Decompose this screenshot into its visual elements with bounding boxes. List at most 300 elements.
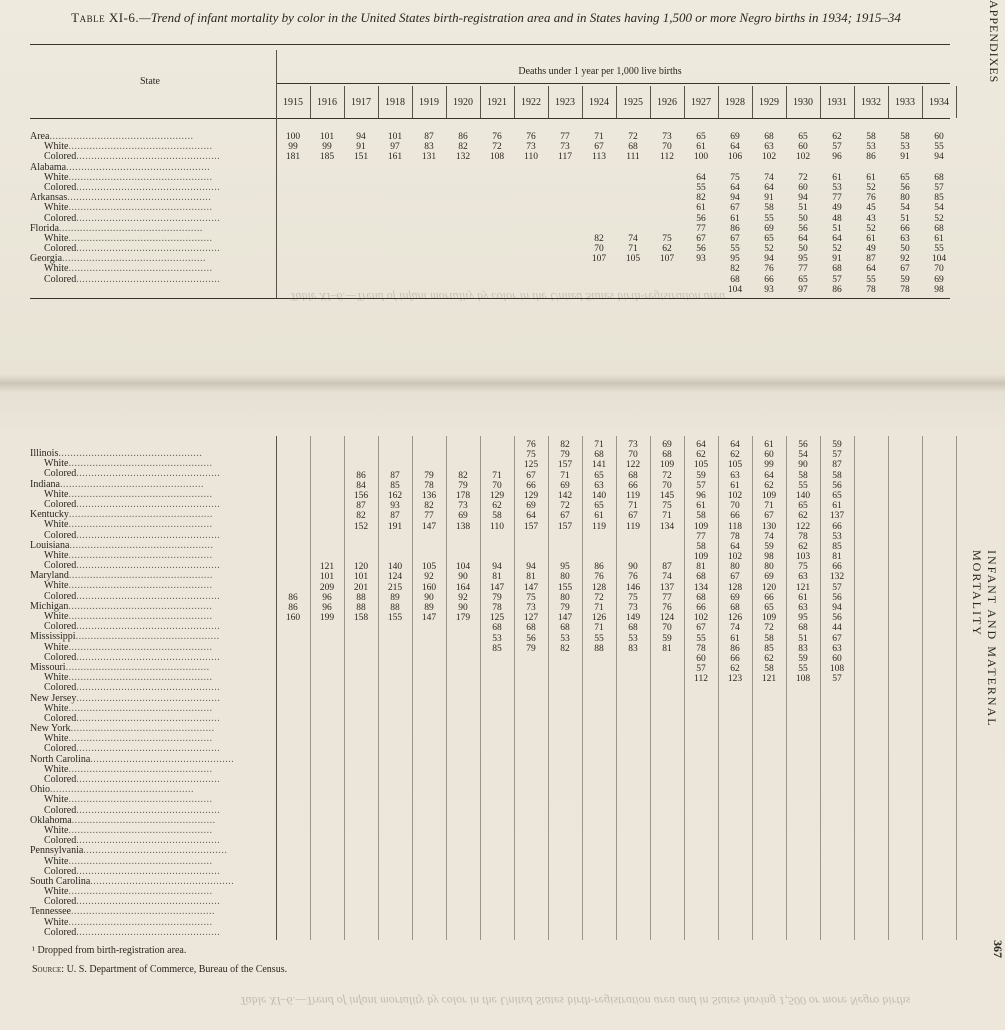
year-divider bbox=[412, 86, 413, 118]
table-cell: 108 bbox=[795, 674, 811, 685]
data-column bbox=[516, 132, 546, 163]
table-cell: 97 bbox=[798, 284, 808, 295]
row-label: South Carolina................................................ bbox=[30, 876, 235, 887]
table-cell: 96 bbox=[322, 603, 332, 613]
table-cell: 63 bbox=[798, 572, 808, 583]
table-cell: 113 bbox=[592, 152, 606, 163]
table-cell bbox=[788, 163, 818, 173]
year-divider bbox=[616, 86, 617, 118]
row-label: White................................................ bbox=[44, 703, 213, 714]
row-label: Arkansas................................................ bbox=[30, 193, 212, 204]
row-label: Colored................................................ bbox=[44, 713, 221, 724]
table-cell: 52 bbox=[764, 244, 774, 255]
table-cell: 134 bbox=[659, 521, 675, 532]
table-cell: 147 bbox=[489, 582, 505, 593]
footnote-1: ¹ Dropped from birth-registration area. bbox=[32, 945, 187, 956]
table-cell: 81 bbox=[492, 572, 502, 583]
table-cell bbox=[278, 511, 308, 521]
table-cell: 64 bbox=[696, 440, 706, 450]
table-cell: 58 bbox=[764, 203, 774, 214]
table-cell: 71 bbox=[594, 440, 604, 450]
table-cell: 125 bbox=[489, 613, 505, 624]
column-divider bbox=[650, 436, 651, 940]
table-cell: 77 bbox=[662, 592, 672, 603]
page-fold bbox=[0, 374, 1005, 392]
table-cell: 44 bbox=[832, 623, 842, 634]
column-divider bbox=[378, 436, 379, 940]
table-cell: 59 bbox=[832, 440, 842, 450]
table-cell: 59 bbox=[798, 653, 808, 664]
table-cell: 49 bbox=[832, 203, 842, 214]
table-cell: 59 bbox=[764, 541, 774, 552]
table-cell: 108 bbox=[489, 152, 505, 163]
year-divider bbox=[718, 86, 719, 118]
table-cell: 50 bbox=[798, 213, 808, 224]
table-cell bbox=[414, 440, 444, 450]
year-divider bbox=[378, 86, 379, 118]
table-cell: 65 bbox=[764, 603, 774, 613]
table-cell: 101 bbox=[319, 132, 335, 142]
table-cell: 80 bbox=[730, 562, 740, 573]
table-cell: 54 bbox=[798, 450, 808, 461]
table-cell: 78 bbox=[798, 531, 808, 542]
table-cell bbox=[584, 542, 614, 552]
table-cell: 121 bbox=[795, 582, 811, 593]
table-cell: 94 bbox=[798, 193, 808, 204]
table-cell: 67 bbox=[730, 572, 740, 583]
table-cell: 67 bbox=[832, 633, 842, 644]
stub-divider-lower bbox=[276, 436, 277, 940]
table-cell: 50 bbox=[798, 244, 808, 255]
row-label: Colored................................................ bbox=[44, 591, 221, 602]
table-cell: 94 bbox=[832, 603, 842, 613]
table-cell: 112 bbox=[660, 152, 674, 163]
year-header: 1917 bbox=[351, 97, 371, 108]
table-cell bbox=[720, 163, 750, 173]
page-number: 367 bbox=[991, 940, 1005, 958]
table-cell: 72 bbox=[764, 623, 774, 634]
table-cell: 69 bbox=[662, 440, 672, 450]
table-cell: 58 bbox=[798, 470, 808, 481]
row-label: White................................................ bbox=[44, 795, 213, 806]
table-cell: 91 bbox=[764, 193, 774, 204]
row-label: White................................................ bbox=[44, 734, 213, 745]
table-cell: 62 bbox=[662, 244, 672, 255]
row-label: New York................................................ bbox=[30, 724, 215, 735]
table-cell: 79 bbox=[424, 470, 434, 481]
table-cell: 51 bbox=[798, 203, 808, 214]
table-cell: 160 bbox=[285, 613, 301, 624]
table-cell bbox=[278, 501, 308, 511]
table-cell: 82 bbox=[560, 440, 570, 450]
table-cell: 85 bbox=[764, 643, 774, 654]
table-cell: 62 bbox=[798, 511, 808, 522]
table-cell bbox=[312, 471, 342, 481]
table-cell: 80 bbox=[900, 193, 910, 204]
column-divider bbox=[854, 436, 855, 940]
row-label: Area................................................ bbox=[30, 132, 194, 142]
source-label: Source: bbox=[32, 964, 65, 975]
year-header: 1931 bbox=[827, 97, 847, 108]
table-cell: 56 bbox=[696, 213, 706, 224]
table-cell: 134 bbox=[693, 582, 709, 593]
table-cell: 68 bbox=[798, 623, 808, 634]
table-cell: 76 bbox=[526, 440, 536, 450]
table-cell bbox=[686, 163, 716, 173]
table-top-rule bbox=[30, 44, 950, 45]
table-cell: 94 bbox=[764, 254, 774, 265]
year-divider bbox=[684, 86, 685, 118]
table-cell bbox=[346, 450, 376, 460]
column-divider bbox=[310, 436, 311, 940]
table-cell: 92 bbox=[424, 572, 434, 583]
row-label: White................................................ bbox=[44, 172, 213, 183]
table-cell: 68 bbox=[662, 450, 672, 461]
table-cell: 68 bbox=[730, 274, 740, 285]
table-cell: 53 bbox=[628, 633, 638, 644]
table-cell: 61 bbox=[832, 172, 842, 183]
year-divider bbox=[310, 86, 311, 118]
table-cell: 121 bbox=[319, 562, 335, 573]
table-cell bbox=[312, 511, 342, 521]
table-cell: 55 bbox=[934, 142, 944, 153]
column-divider bbox=[446, 436, 447, 940]
table-cell: 65 bbox=[832, 490, 842, 501]
table-cell: 81 bbox=[662, 643, 672, 654]
table-cell: 88 bbox=[356, 592, 366, 603]
table-cell bbox=[278, 562, 308, 572]
table-cell: 76 bbox=[628, 572, 638, 583]
table-cell: 147 bbox=[421, 613, 437, 624]
row-label: Missouri................................................ bbox=[30, 662, 210, 673]
table-cell: 52 bbox=[866, 182, 876, 193]
spanner-rule bbox=[276, 83, 950, 84]
table-cell: 73 bbox=[662, 132, 672, 142]
row-label: Colored................................................ bbox=[44, 499, 221, 510]
table-cell: 87 bbox=[390, 470, 400, 481]
table-cell: 66 bbox=[764, 592, 774, 603]
table-cell: 70 bbox=[934, 264, 944, 275]
table-cell: 72 bbox=[594, 592, 604, 603]
header-bottom-rule bbox=[30, 118, 950, 119]
table-cell: 58 bbox=[764, 664, 774, 675]
table-cell: 79 bbox=[492, 592, 502, 603]
table-cell: 87 bbox=[390, 511, 400, 522]
table-cell: 82 bbox=[594, 234, 604, 244]
table-cell: 68 bbox=[934, 223, 944, 234]
table-cell: 98 bbox=[764, 552, 774, 563]
table-cell: 119 bbox=[592, 521, 606, 532]
data-column bbox=[754, 132, 784, 295]
column-divider bbox=[582, 436, 583, 940]
year-divider bbox=[854, 86, 855, 118]
table-cell: 71 bbox=[560, 470, 570, 481]
table-cell: 72 bbox=[662, 470, 672, 481]
table-cell: 68 bbox=[696, 592, 706, 603]
table-cell bbox=[618, 532, 648, 542]
table-cell: 86 bbox=[832, 284, 842, 295]
table-cell: 71 bbox=[628, 501, 638, 512]
table-cell: 86 bbox=[458, 132, 468, 142]
table-cell bbox=[346, 532, 376, 542]
table-cell: 76 bbox=[492, 132, 502, 142]
table-cell: 125 bbox=[523, 460, 539, 471]
table-title: —Trend of infant mortality by color in the United States birth-registration area and in States having 1,500 or more Negro births in 1934; 1915–34 bbox=[139, 10, 901, 25]
row-label: White................................................ bbox=[44, 887, 213, 898]
data-column bbox=[346, 132, 376, 163]
table-cell: 142 bbox=[557, 490, 573, 501]
table-cell: 76 bbox=[594, 572, 604, 583]
table-cell: 66 bbox=[696, 603, 706, 613]
table-cell: 51 bbox=[832, 223, 842, 234]
table-cell: 56 bbox=[832, 592, 842, 603]
table-cell bbox=[618, 542, 648, 552]
table-cell: 99 bbox=[764, 460, 774, 471]
table-cell: 124 bbox=[659, 613, 675, 624]
table-cell: 80 bbox=[560, 572, 570, 583]
table-cell: 85 bbox=[390, 480, 400, 491]
row-label: White................................................ bbox=[44, 917, 213, 928]
data-column bbox=[822, 440, 852, 685]
table-cell: 96 bbox=[832, 152, 842, 163]
table-cell: 64 bbox=[730, 440, 740, 450]
year-divider bbox=[786, 86, 787, 118]
table-cell: 164 bbox=[455, 582, 471, 593]
table-cell: 66 bbox=[764, 274, 774, 285]
table-cell: 84 bbox=[356, 480, 366, 491]
table-cell: 56 bbox=[526, 633, 536, 644]
table-cell: 149 bbox=[625, 613, 641, 624]
table-cell: 62 bbox=[764, 653, 774, 664]
table-cell: 147 bbox=[557, 613, 573, 624]
table-cell: 68 bbox=[730, 603, 740, 613]
year-header: 1915 bbox=[283, 97, 303, 108]
table-cell: 83 bbox=[628, 643, 638, 654]
year-divider bbox=[446, 86, 447, 118]
year-header: 1928 bbox=[725, 97, 745, 108]
table-cell: 76 bbox=[662, 603, 672, 613]
table-cell: 56 bbox=[696, 244, 706, 255]
row-label: Colored................................................ bbox=[44, 866, 221, 877]
year-header: 1932 bbox=[861, 97, 881, 108]
table-cell: 61 bbox=[730, 633, 740, 644]
row-label: White................................................ bbox=[44, 459, 213, 470]
table-cell: 68 bbox=[526, 623, 536, 634]
row-label: Colored................................................ bbox=[44, 469, 221, 480]
table-cell: 112 bbox=[694, 674, 708, 685]
table-cell: 199 bbox=[319, 613, 335, 624]
table-cell: 74 bbox=[628, 234, 638, 244]
table-cell bbox=[380, 440, 410, 450]
side-header: APPENDIXES bbox=[987, 0, 1001, 84]
table-cell: 70 bbox=[662, 623, 672, 634]
row-label: White................................................ bbox=[44, 520, 213, 531]
table-cell: 69 bbox=[764, 572, 774, 583]
table-cell: 82 bbox=[458, 470, 468, 481]
table-cell: 100 bbox=[285, 132, 301, 142]
table-cell: 55 bbox=[696, 633, 706, 644]
column-divider bbox=[514, 436, 515, 940]
table-cell: 95 bbox=[798, 613, 808, 624]
table-cell: 57 bbox=[696, 480, 706, 491]
year-header: 1919 bbox=[419, 97, 439, 108]
table-cell: 56 bbox=[900, 182, 910, 193]
table-cell: 61 bbox=[696, 501, 706, 512]
year-header: 1923 bbox=[555, 97, 575, 108]
year-divider bbox=[752, 86, 753, 118]
table-cell bbox=[414, 552, 444, 562]
table-cell: 86 bbox=[356, 470, 366, 481]
table-cell: 58 bbox=[696, 511, 706, 522]
table-cell bbox=[278, 532, 308, 542]
table-cell: 78 bbox=[730, 531, 740, 542]
table-cell bbox=[414, 542, 444, 552]
table-cell: 67 bbox=[730, 233, 740, 244]
table-cell: 91 bbox=[356, 142, 366, 153]
table-cell: 75 bbox=[798, 562, 808, 573]
row-label: White................................................ bbox=[44, 142, 213, 153]
row-label: Maryland................................................ bbox=[30, 571, 213, 582]
table-cell bbox=[652, 542, 682, 552]
table-cell: 132 bbox=[455, 152, 471, 163]
year-header: 1924 bbox=[589, 97, 609, 108]
year-header: 1930 bbox=[793, 97, 813, 108]
year-divider bbox=[480, 86, 481, 118]
row-label: New Jersey................................................ bbox=[30, 693, 221, 704]
table-cell: 100 bbox=[693, 152, 709, 163]
table-cell: 120 bbox=[761, 582, 777, 593]
column-divider bbox=[820, 436, 821, 940]
data-column bbox=[720, 132, 750, 295]
table-cell: 57 bbox=[832, 450, 842, 461]
table-cell: 94 bbox=[934, 152, 944, 163]
table-cell: 105 bbox=[421, 562, 437, 573]
table-cell bbox=[312, 501, 342, 511]
table-cell: 90 bbox=[458, 572, 468, 583]
table-cell: 126 bbox=[727, 613, 743, 624]
table-cell: 52 bbox=[832, 244, 842, 255]
table-cell: 146 bbox=[625, 582, 641, 593]
table-cell: 78 bbox=[424, 480, 434, 491]
table-cell: 68 bbox=[628, 623, 638, 634]
table-cell: 67 bbox=[526, 470, 536, 481]
table-cell bbox=[346, 460, 376, 470]
table-cell: 132 bbox=[829, 572, 845, 583]
table-cell: 136 bbox=[421, 490, 437, 501]
table-cell bbox=[448, 532, 478, 542]
table-cell bbox=[924, 163, 954, 173]
table-cell: 72 bbox=[628, 132, 638, 142]
table-cell: 69 bbox=[526, 501, 536, 512]
table-cell: 181 bbox=[285, 152, 301, 163]
table-cell: 55 bbox=[934, 244, 944, 255]
table-cell: 56 bbox=[832, 480, 842, 491]
row-label: White................................................ bbox=[44, 581, 213, 592]
show-through-text-top: Table XI–6.—Trend of infant mortality by color in the United States birth-registration area bbox=[290, 290, 726, 304]
top-stub bbox=[30, 132, 270, 285]
row-label: Colored................................................ bbox=[44, 775, 221, 785]
year-divider bbox=[922, 86, 923, 118]
row-label: Colored................................................ bbox=[44, 836, 221, 847]
table-cell: 61 bbox=[866, 172, 876, 183]
data-column bbox=[312, 132, 342, 163]
table-cell: 58 bbox=[900, 132, 910, 142]
table-cell: 75 bbox=[526, 592, 536, 603]
table-cell bbox=[448, 460, 478, 470]
table-cell: 78 bbox=[492, 603, 502, 613]
table-cell: 87 bbox=[424, 132, 434, 142]
table-cell: 128 bbox=[591, 582, 607, 593]
table-cell: 69 bbox=[730, 592, 740, 603]
table-cell: 55 bbox=[730, 244, 740, 255]
table-cell: 124 bbox=[387, 572, 403, 583]
table-cell: 77 bbox=[798, 264, 808, 275]
table-cell: 147 bbox=[421, 521, 437, 532]
table-cell: 123 bbox=[727, 674, 743, 685]
table-cell: 215 bbox=[387, 582, 403, 593]
table-cell: 91 bbox=[900, 152, 910, 163]
stub-divider bbox=[276, 50, 277, 298]
table-cell: 60 bbox=[798, 142, 808, 153]
row-label: Colored................................................ bbox=[44, 182, 221, 193]
table-cell: 61 bbox=[730, 213, 740, 224]
table-cell: 90 bbox=[424, 592, 434, 603]
table-cell: 61 bbox=[866, 233, 876, 244]
table-cell: 78 bbox=[900, 284, 910, 295]
table-cell: 63 bbox=[594, 480, 604, 491]
table-cell: 62 bbox=[492, 501, 502, 512]
table-cell bbox=[822, 163, 852, 173]
table-cell: 82 bbox=[560, 643, 570, 654]
table-cell bbox=[312, 491, 342, 501]
table-cell: 73 bbox=[526, 142, 536, 153]
table-cell: 109 bbox=[659, 460, 675, 471]
table-caption bbox=[6, 10, 966, 25]
table-cell: 57 bbox=[832, 582, 842, 593]
table-cell: 162 bbox=[387, 490, 403, 501]
year-header: 1933 bbox=[895, 97, 915, 108]
data-column bbox=[652, 132, 682, 163]
table-cell: 66 bbox=[832, 521, 842, 532]
table-cell: 157 bbox=[523, 521, 539, 532]
table-cell: 86 bbox=[730, 643, 740, 654]
table-cell bbox=[652, 552, 682, 562]
table-cell: 155 bbox=[557, 582, 573, 593]
table-cell: 67 bbox=[900, 264, 910, 275]
table-cell: 60 bbox=[934, 132, 944, 142]
table-cell bbox=[584, 552, 614, 562]
table-cell: 53 bbox=[900, 142, 910, 153]
row-label: Pennsylvania................................................ bbox=[30, 846, 228, 857]
row-label: White................................................ bbox=[44, 264, 213, 275]
table-cell bbox=[448, 440, 478, 450]
table-cell: 140 bbox=[591, 490, 607, 501]
table-cell bbox=[516, 532, 546, 542]
table-cell bbox=[618, 552, 648, 562]
table-cell: 58 bbox=[492, 511, 502, 522]
table-cell bbox=[482, 552, 512, 562]
table-cell: 64 bbox=[730, 541, 740, 552]
table-cell: 56 bbox=[798, 440, 808, 450]
table-cell bbox=[346, 440, 376, 450]
table-cell: 68 bbox=[492, 623, 502, 634]
table-cell: 97 bbox=[390, 142, 400, 153]
row-label: North Carolina................................................ bbox=[30, 754, 235, 765]
data-column bbox=[516, 440, 546, 654]
table-cell: 74 bbox=[662, 572, 672, 583]
table-cell: 102 bbox=[693, 613, 709, 624]
table-cell bbox=[312, 522, 342, 532]
